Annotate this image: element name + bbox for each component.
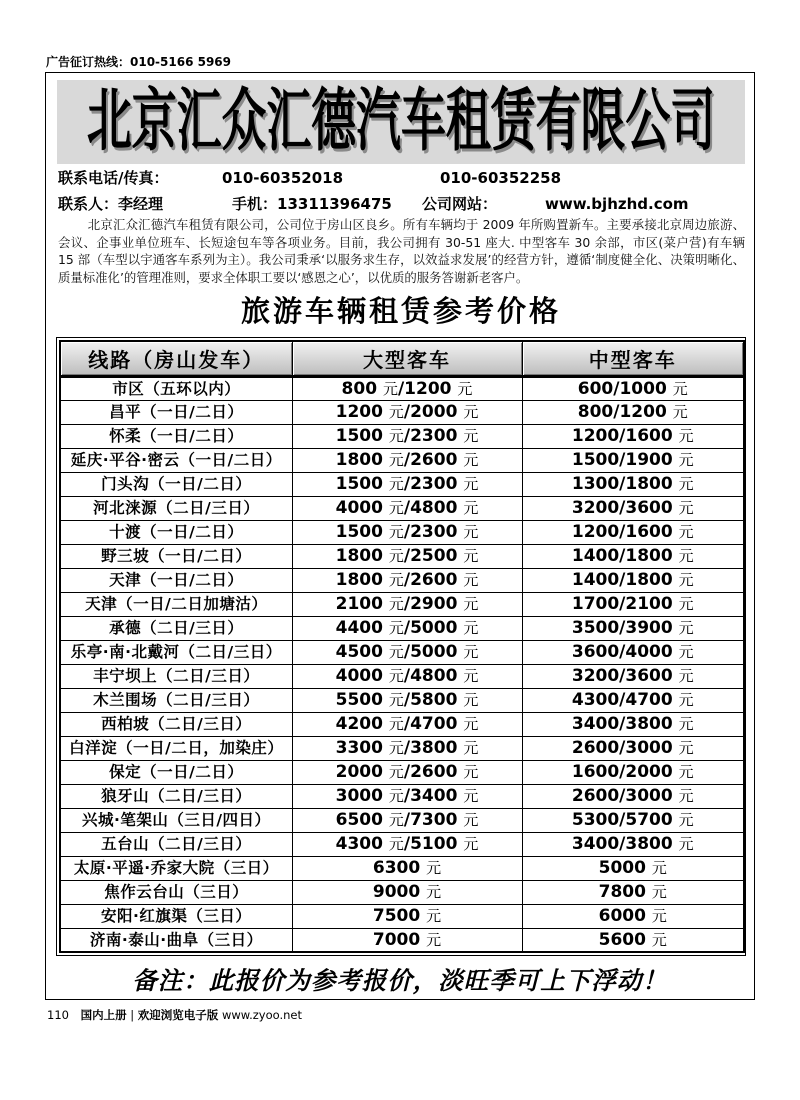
price-table-frame	[56, 337, 746, 956]
contact-line-person	[0, 194, 800, 214]
column-header-large-bus: 大型客车	[292, 341, 522, 376]
large-bus-price-cell: 800 元/1200 元	[292, 376, 522, 400]
route-cell: 兴城·笔架山（三日/四日）	[60, 808, 292, 832]
route-cell: 丰宁坝上（二日/三日）	[60, 664, 292, 688]
route-cell: 承德（二日/三日）	[60, 616, 292, 640]
price-row	[60, 496, 744, 520]
medium-bus-price-cell: 7800 元	[522, 880, 744, 904]
medium-bus-price-cell: 1400/1800 元	[522, 568, 744, 592]
route-cell: 安阳·红旗渠（三日）	[60, 904, 292, 928]
medium-bus-price-cell: 1200/1600 元	[522, 520, 744, 544]
column-header-medium-bus: 中型客车	[522, 341, 744, 376]
price-row	[60, 856, 744, 880]
route-cell: 门头沟（一日/二日）	[60, 472, 292, 496]
price-row	[60, 448, 744, 472]
large-bus-price-cell: 3000 元/3400 元	[292, 784, 522, 808]
price-table	[59, 340, 745, 953]
route-cell: 西柏坡（二日/三日）	[60, 712, 292, 736]
medium-bus-price-cell: 2600/3000 元	[522, 784, 744, 808]
medium-bus-price-cell: 3200/3600 元	[522, 664, 744, 688]
large-bus-price-cell: 4000 元/4800 元	[292, 496, 522, 520]
large-bus-price-cell: 1800 元/2600 元	[292, 568, 522, 592]
large-bus-price-cell: 6500 元/7300 元	[292, 808, 522, 832]
large-bus-price-cell: 2100 元/2900 元	[292, 592, 522, 616]
route-cell: 木兰围场（二日/三日）	[60, 688, 292, 712]
company-name: 北京汇众汇德汽车租赁有限公司	[86, 82, 716, 161]
contact-mobile	[232, 194, 392, 214]
price-row	[60, 592, 744, 616]
price-row	[60, 736, 744, 760]
route-cell: 乐亭·南·北戴河（二日/三日）	[60, 640, 292, 664]
large-bus-price-cell: 1800 元/2600 元	[292, 448, 522, 472]
route-cell: 白洋淀（一日/二日，加染庄）	[60, 736, 292, 760]
medium-bus-price-cell: 1600/2000 元	[522, 760, 744, 784]
medium-bus-price-cell: 1700/2100 元	[522, 592, 744, 616]
price-row	[60, 616, 744, 640]
price-row	[60, 784, 744, 808]
route-cell: 狼牙山（二日/三日）	[60, 784, 292, 808]
medium-bus-price-cell: 3400/3800 元	[522, 712, 744, 736]
large-bus-price-cell: 1200 元/2000 元	[292, 400, 522, 424]
contact-person	[58, 194, 163, 214]
page-footer	[47, 1008, 302, 1022]
route-cell: 延庆·平谷·密云（一日/二日）	[60, 448, 292, 472]
price-table-body	[60, 376, 744, 952]
large-bus-price-cell: 6300 元	[292, 856, 522, 880]
footer-separator: |	[130, 1008, 135, 1022]
price-row	[60, 520, 744, 544]
large-bus-price-cell: 1500 元/2300 元	[292, 424, 522, 448]
company-intro: 北京汇众汇德汽车租赁有限公司，公司位于房山区良乡。所有车辆均于 2009 年所购置新车。主要承接北京周边旅游、会议、企事业单位班车、长短途包车等各项业务。目前，我公司拥有 30-51 座大. 中型客车 30 余部，市区(菜户营)有车辆 15 部（车型以宇通客车系列为主）。我公司秉承‘以服务求生存，以效益求发展’的经营方针，遵循‘制度健全化、决策明晰化、质量标准化’的管理准则，要求全体职工要以‘感恩之心’，以优质的服务答谢新老客户。	[58, 217, 745, 285]
route-cell: 太原·平遥·乔家大院（三日）	[60, 856, 292, 880]
medium-bus-price-cell: 1200/1600 元	[522, 424, 744, 448]
route-cell: 十渡（一日/二日）	[60, 520, 292, 544]
price-row	[60, 712, 744, 736]
medium-bus-price-cell: 800/1200 元	[522, 400, 744, 424]
medium-bus-price-cell: 1500/1900 元	[522, 448, 744, 472]
route-cell: 野三坡（一日/二日）	[60, 544, 292, 568]
phone-number-1: 010-60352018	[222, 169, 344, 187]
ad-hotline: 广告征订热线：010-5166 5969	[46, 55, 232, 69]
phone-fax-label: 联系电话/传真：	[58, 169, 169, 187]
route-cell: 五台山（二日/三日）	[60, 832, 292, 856]
price-row	[60, 664, 744, 688]
price-table-header	[60, 341, 744, 376]
price-row	[60, 760, 744, 784]
medium-bus-price-cell: 1300/1800 元	[522, 472, 744, 496]
price-row	[60, 376, 744, 400]
medium-bus-price-cell: 5600 元	[522, 928, 744, 952]
medium-bus-price-cell: 6000 元	[522, 904, 744, 928]
medium-bus-price-cell: 3200/3600 元	[522, 496, 744, 520]
contact-person-label: 联系人：	[58, 195, 119, 213]
footer-promo-label: 欢迎浏览电子版	[137, 1008, 219, 1022]
price-row	[60, 832, 744, 856]
price-row	[60, 424, 744, 448]
price-row	[60, 640, 744, 664]
large-bus-price-cell: 1500 元/2300 元	[292, 520, 522, 544]
medium-bus-price-cell: 5000 元	[522, 856, 744, 880]
page-number: 110	[47, 1008, 69, 1022]
route-cell: 济南·泰山·曲阜（三日）	[60, 928, 292, 952]
large-bus-price-cell: 5500 元/5800 元	[292, 688, 522, 712]
medium-bus-price-cell: 5300/5700 元	[522, 808, 744, 832]
phone-number-2: 010-60352258	[440, 169, 562, 187]
mobile-number: 13311396475	[277, 195, 392, 213]
route-cell: 天津（一日/二日）	[60, 568, 292, 592]
route-cell: 河北涞源（二日/三日）	[60, 496, 292, 520]
large-bus-price-cell: 9000 元	[292, 880, 522, 904]
footer-promo-url: www.zyoo.net	[221, 1008, 303, 1022]
large-bus-price-cell: 1800 元/2500 元	[292, 544, 522, 568]
column-header-route: 线路（房山发车）	[60, 341, 292, 376]
large-bus-price-cell: 4000 元/4800 元	[292, 664, 522, 688]
price-row	[60, 928, 744, 952]
price-row	[60, 880, 744, 904]
route-cell: 天津（一日/二日加塘沽）	[60, 592, 292, 616]
footer-section: 国内上册	[80, 1008, 127, 1022]
large-bus-price-cell: 4500 元/5000 元	[292, 640, 522, 664]
medium-bus-price-cell: 3500/3900 元	[522, 616, 744, 640]
medium-bus-price-cell: 600/1000 元	[522, 376, 744, 400]
medium-bus-price-cell: 3600/4000 元	[522, 640, 744, 664]
large-bus-price-cell: 4300 元/5100 元	[292, 832, 522, 856]
price-row	[60, 400, 744, 424]
medium-bus-price-cell: 1400/1800 元	[522, 544, 744, 568]
route-cell: 保定（一日/二日）	[60, 760, 292, 784]
large-bus-price-cell: 7000 元	[292, 928, 522, 952]
route-cell: 焦作云台山（三日）	[60, 880, 292, 904]
price-row	[60, 904, 744, 928]
medium-bus-price-cell: 2600/3000 元	[522, 736, 744, 760]
mobile-label: 手机：	[232, 195, 278, 213]
medium-bus-price-cell: 4300/4700 元	[522, 688, 744, 712]
price-row	[60, 472, 744, 496]
price-row	[60, 808, 744, 832]
price-note: 备注：此报价为参考报价，淡旺季可上下浮动！	[132, 966, 668, 995]
price-row	[60, 544, 744, 568]
large-bus-price-cell: 4200 元/4700 元	[292, 712, 522, 736]
route-cell: 怀柔（一日/二日）	[60, 424, 292, 448]
contact-person-name: 李经理	[118, 195, 164, 213]
contact-line-phone	[0, 168, 800, 188]
website-url: www.bjhzhd.com	[545, 195, 689, 213]
price-row	[60, 688, 744, 712]
large-bus-price-cell: 7500 元	[292, 904, 522, 928]
medium-bus-price-cell: 3400/3800 元	[522, 832, 744, 856]
large-bus-price-cell: 3300 元/3800 元	[292, 736, 522, 760]
website-label: 公司网站：	[422, 195, 498, 213]
price-row	[60, 568, 744, 592]
large-bus-price-cell: 1500 元/2300 元	[292, 472, 522, 496]
large-bus-price-cell: 2000 元/2600 元	[292, 760, 522, 784]
large-bus-price-cell: 4400 元/5000 元	[292, 616, 522, 640]
company-banner	[57, 80, 745, 164]
route-cell: 市区（五环以内）	[60, 376, 292, 400]
route-cell: 昌平（一日/二日）	[60, 400, 292, 424]
price-section-title: 旅游车辆租赁参考价格	[240, 294, 561, 328]
